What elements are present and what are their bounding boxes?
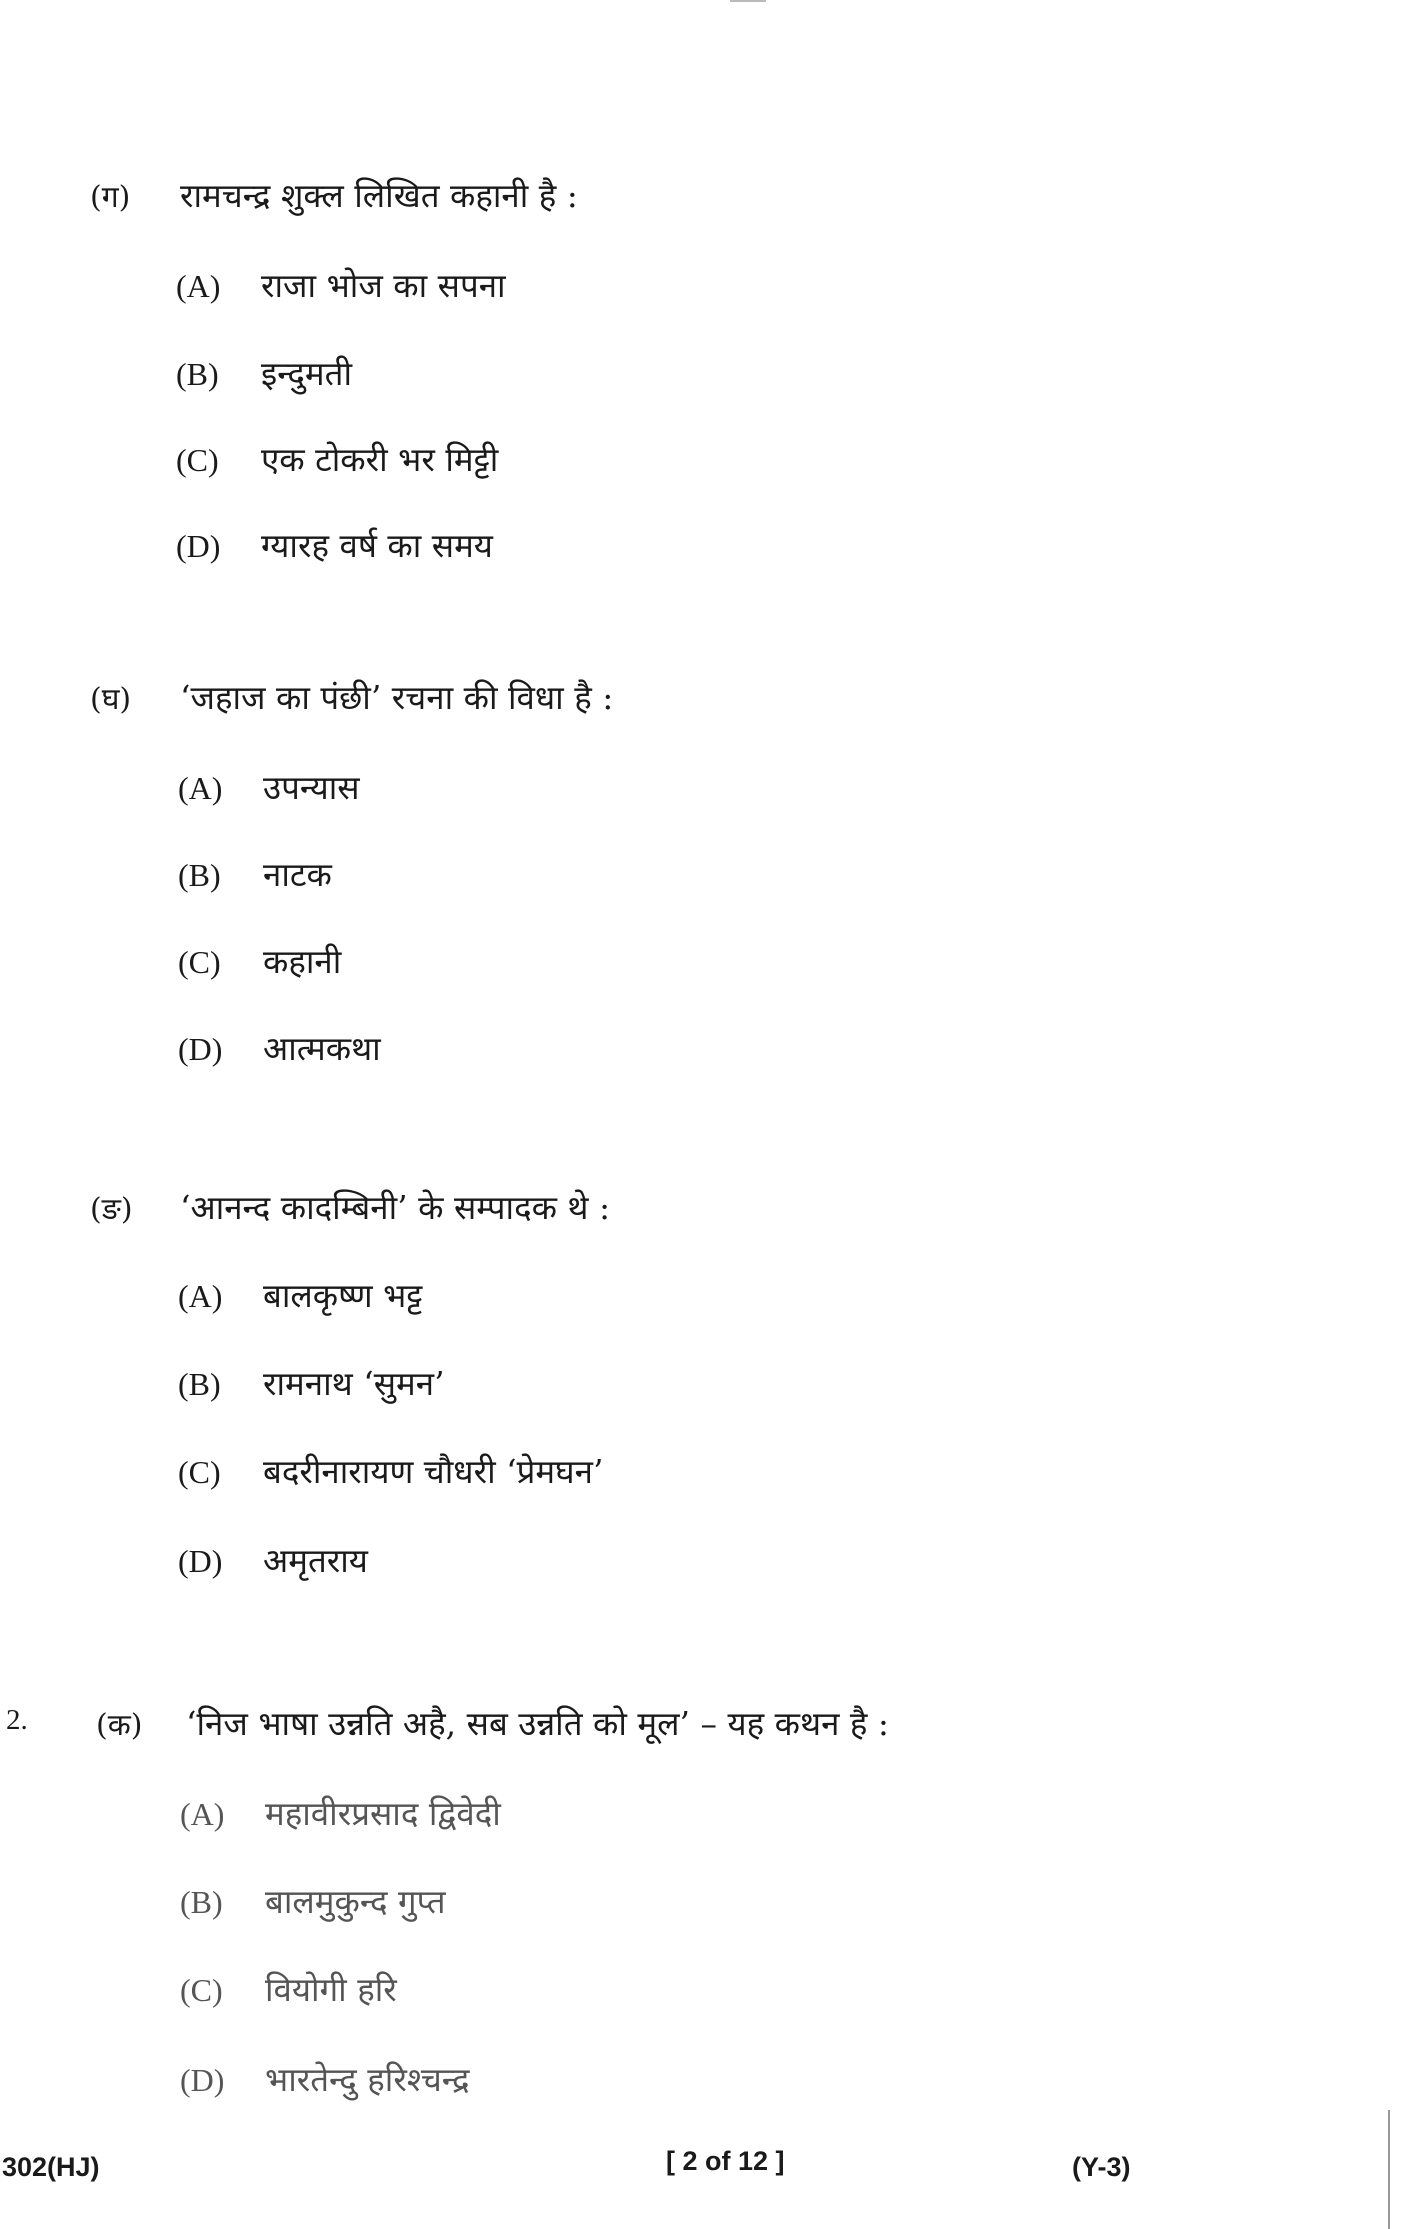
option-text: बालमुकुन्द गुप्त	[265, 1882, 446, 1921]
option-label: (A)	[178, 1278, 223, 1314]
option-b	[178, 1360, 445, 1405]
question-gha	[90, 674, 613, 719]
option-a	[178, 764, 360, 809]
option-label: (D)	[178, 1031, 223, 1067]
question-text: रामचन्द्र शुक्ल लिखित कहानी है :	[180, 176, 578, 215]
option-text: बदरीनारायण चौधरी ‘प्रेमघन’	[263, 1452, 604, 1491]
option-text: कहानी	[263, 942, 342, 981]
option-b	[176, 350, 352, 395]
option-label: (B)	[178, 857, 221, 893]
option-d	[180, 2056, 470, 2101]
question-ka	[96, 1700, 889, 1745]
page-indicator: [ 2 of 12 ]	[666, 2146, 785, 2176]
paper-code: 302(HJ)	[2, 2152, 100, 2182]
option-label: (B)	[180, 1884, 223, 1920]
scan-mark	[730, 0, 766, 2]
option-b	[180, 1878, 446, 1923]
option-label: (D)	[176, 528, 221, 564]
question-label: (ग)	[90, 180, 131, 215]
option-c	[180, 1966, 397, 2011]
option-label: (C)	[178, 1454, 221, 1490]
question-label: (ङ)	[90, 1192, 133, 1227]
option-text: महावीरप्रसाद द्विवेदी	[265, 1794, 501, 1833]
question-ga	[90, 172, 578, 217]
option-label: (D)	[180, 2062, 225, 2098]
option-text: नाटक	[263, 855, 332, 894]
option-text: ग्यारह वर्ष का समय	[261, 526, 493, 565]
option-text: राजा भोज का सपना	[261, 266, 506, 305]
option-label: (A)	[178, 770, 223, 806]
option-d	[178, 1537, 368, 1582]
option-label: (D)	[178, 1543, 223, 1579]
question-label: (घ)	[90, 682, 132, 717]
option-c	[178, 938, 341, 983]
option-text: अमृतराय	[263, 1541, 368, 1580]
series-code: (Y-3)	[1072, 2152, 1131, 2182]
option-b	[178, 851, 332, 896]
question-text: ‘जहाज का पंछी’ रचना की विधा है :	[180, 678, 614, 717]
scan-mark	[1388, 2110, 1390, 2229]
option-label: (C)	[180, 1972, 223, 2008]
question-text: ‘आनन्द कादम्बिनी’ के सम्पादक थे :	[180, 1188, 611, 1227]
option-label: (C)	[176, 442, 219, 478]
option-label: (B)	[176, 356, 219, 392]
option-label: (A)	[180, 1796, 225, 1832]
option-text: बालकृष्ण भट्ट	[263, 1276, 423, 1315]
option-text: आत्मकथा	[263, 1029, 381, 1068]
question-nga	[90, 1184, 610, 1229]
option-label: (C)	[178, 944, 221, 980]
option-c	[178, 1448, 603, 1493]
option-a	[180, 1790, 501, 1835]
question-text: ‘निज भाषा उन्नति अहै, सब उन्नति को मूल’ – यह कथन है :	[186, 1704, 889, 1743]
option-d	[178, 1025, 381, 1070]
option-a	[178, 1272, 422, 1317]
option-text: उपन्यास	[263, 768, 360, 807]
option-c	[176, 436, 498, 481]
question-label: (क)	[96, 1708, 143, 1743]
option-label: (A)	[176, 268, 221, 304]
question-number: 2.	[6, 1704, 28, 1736]
option-a	[176, 262, 506, 307]
option-text: एक टोकरी भर मिट्टी	[261, 440, 499, 479]
option-text: इन्दुमती	[261, 354, 353, 393]
option-text: रामनाथ ‘सुमन’	[263, 1364, 445, 1403]
option-d	[176, 522, 493, 567]
option-text: भारतेन्दु हरिश्चन्द्र	[265, 2060, 470, 2099]
option-label: (B)	[178, 1366, 221, 1402]
option-text: वियोगी हरि	[265, 1970, 397, 2009]
